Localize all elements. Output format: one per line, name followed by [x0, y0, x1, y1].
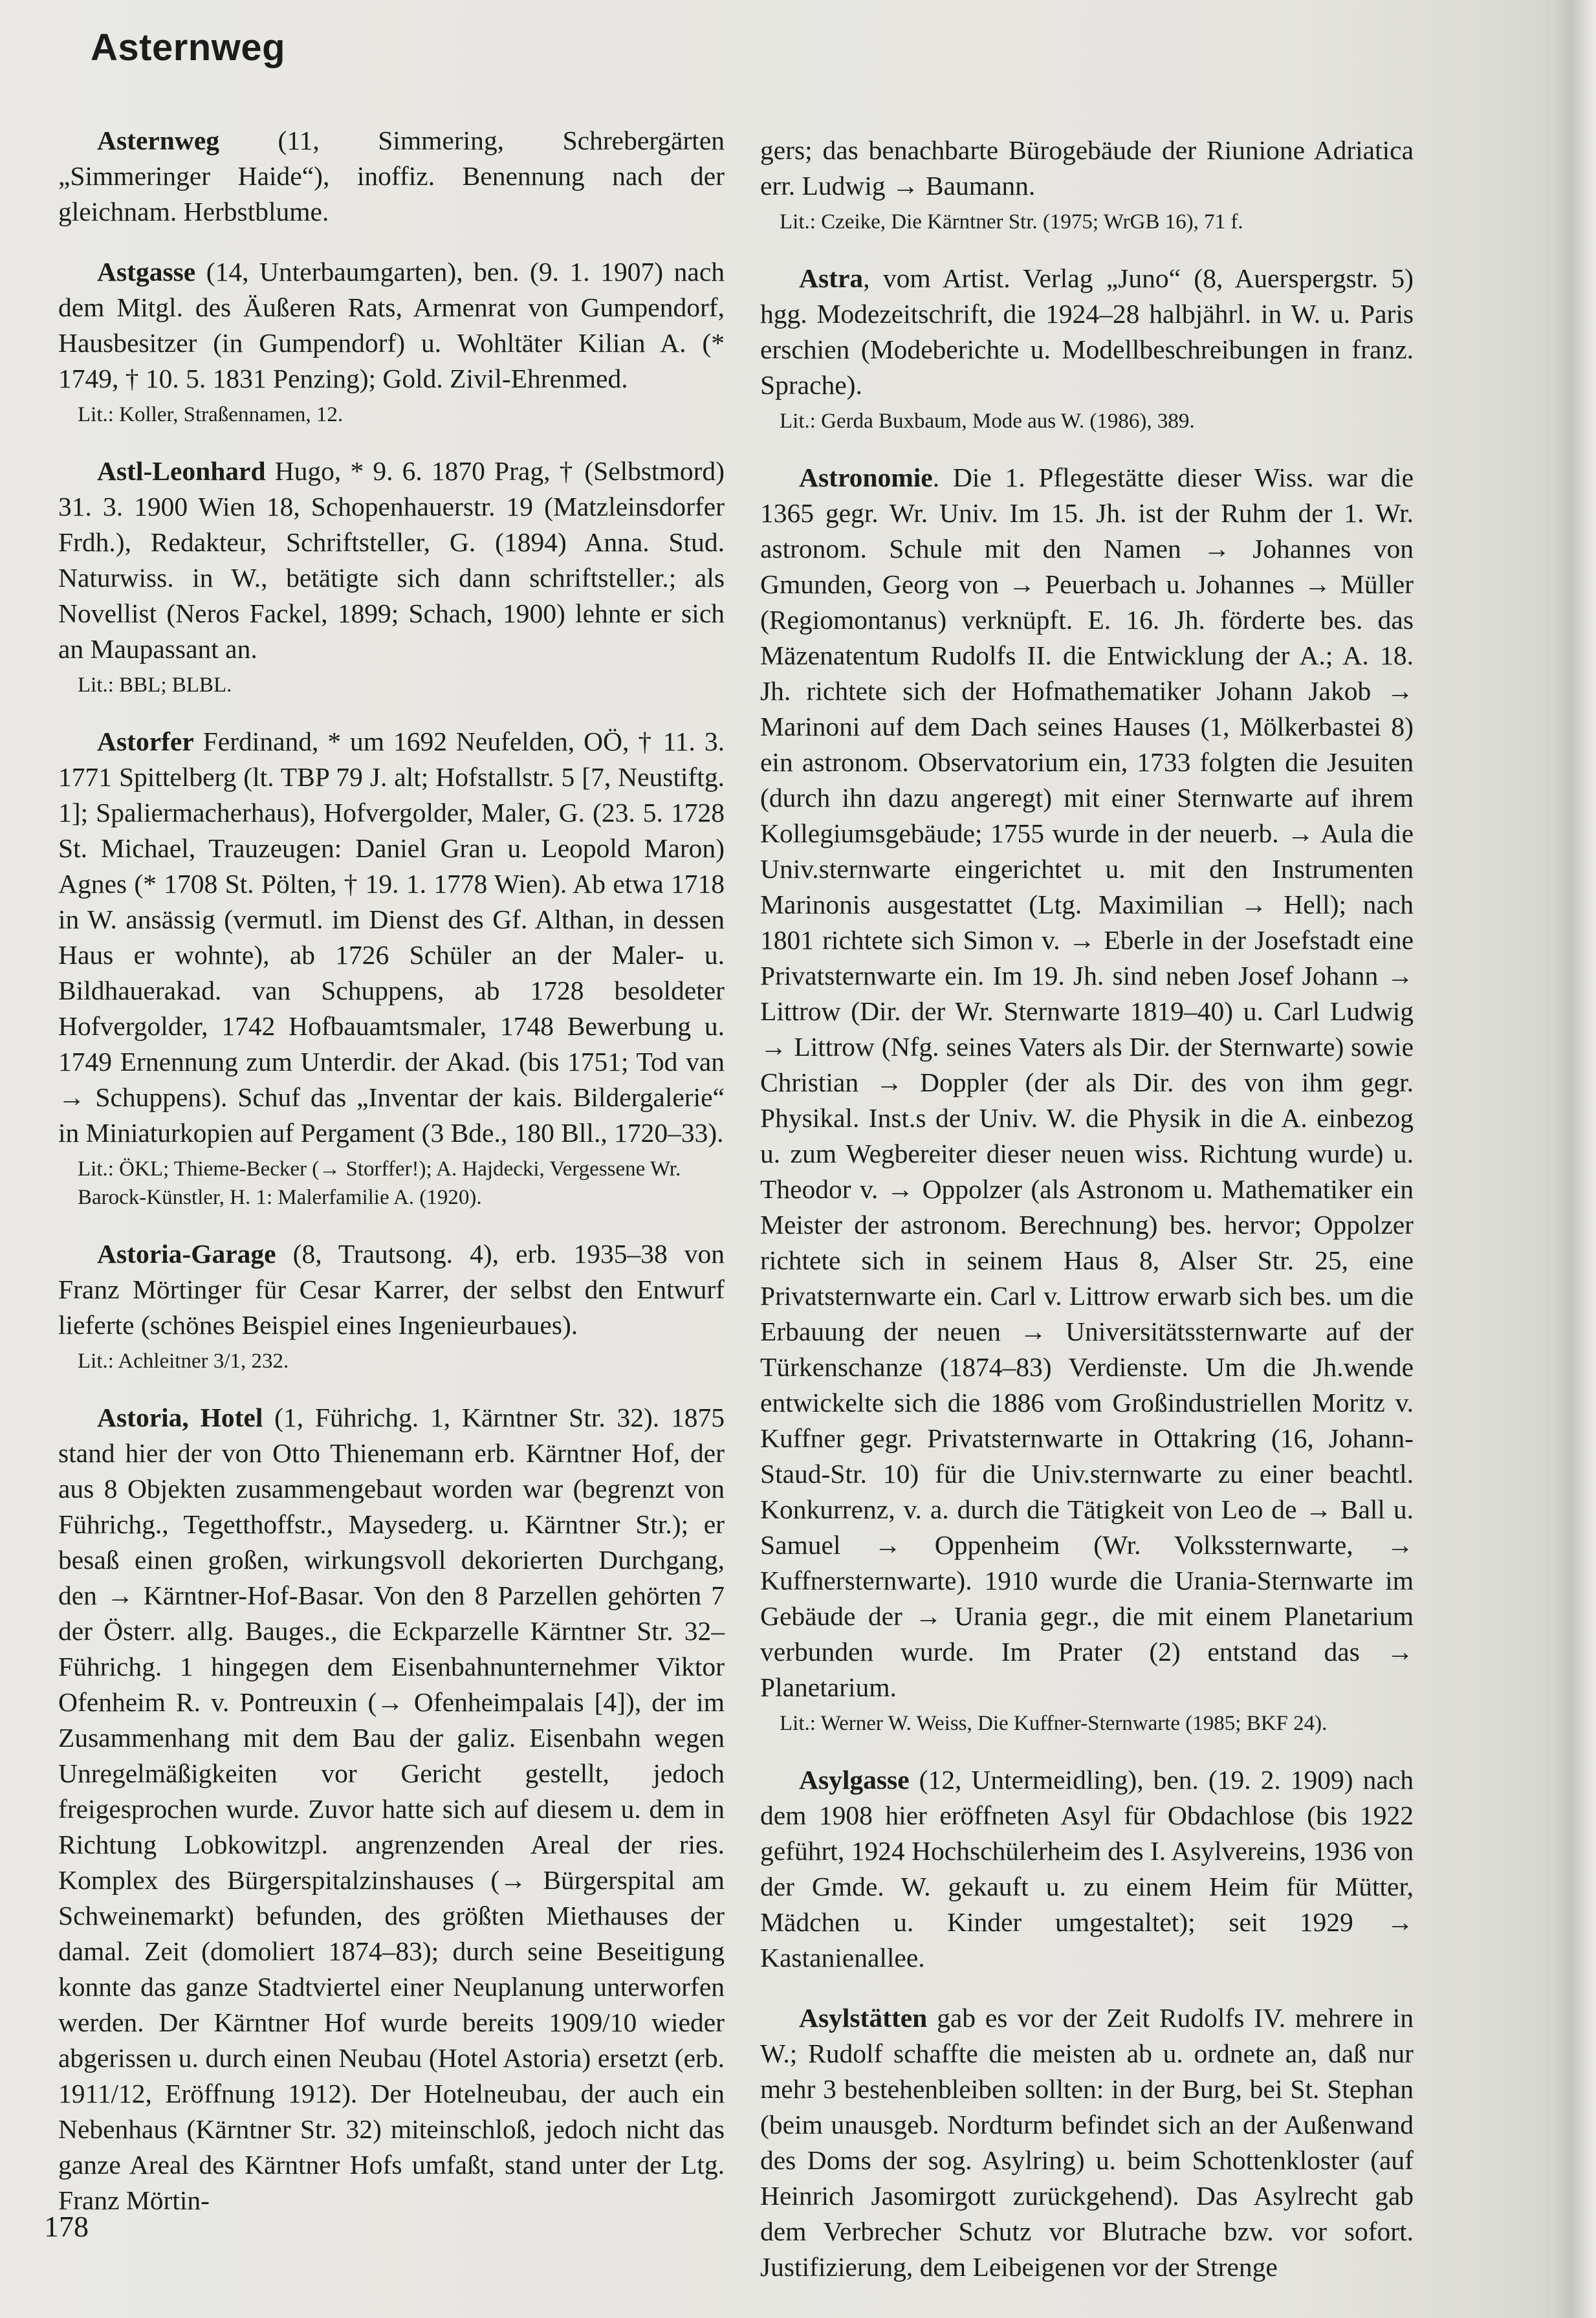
entry-astoria-garage — [58, 1236, 725, 1375]
entry-continuation — [760, 133, 1414, 236]
entry-astgasse — [58, 254, 725, 429]
literature-reference: Lit.: Werner W. Weiss, Die Kuffner-Sternwarte (1985; BKF 24). — [780, 1712, 1328, 1735]
running-head: Asternweg — [91, 27, 286, 69]
headword: Asylstätten — [799, 2003, 928, 2033]
headword: Asylgasse — [799, 1765, 910, 1795]
entry-asylgasse — [760, 1762, 1414, 1976]
headword: Astoria-Garage — [97, 1239, 276, 1269]
entry-text: , vom Artist. Verlag „Juno“ (8, Auerspergstr. 5) hgg. Modezeitschrift, die 1924–28 halbjährl. in W. u. Paris erschien (Modeberichte u. Modellbeschreibungen in franz. Sprache). — [760, 263, 1414, 400]
literature-reference: Lit.: Achleitner 3/1, 232. — [78, 1350, 289, 1373]
entry-astl-leonhard — [58, 454, 725, 699]
entry-asylstaetten — [760, 2000, 1414, 2285]
entry-asternweg — [58, 123, 725, 230]
entry-text: Hugo, * 9. 6. 1870 Prag, † (Selbstmord) 31. 3. 1900 Wien 18, Schopenhauerstr. 19 (Matzleinsdorfer Frdh.), Redakteur, Schriftsteller, G. (1894) Anna. Stud. Naturwiss. in W., betätigte sich dann schriftsteller.; als Novellist (Neros Fackel, 1899; Schach, 1900) lehnte er sich an Maupassant an. — [58, 456, 725, 664]
page-edge-shadow — [1551, 0, 1596, 2318]
headword: Astorfer — [97, 727, 194, 756]
entry-text: (8, Trautsong. 4), erb. 1935–38 von Franz Mörtinger für Cesar Karrer, der selbst den Entwurf lieferte (schönes Beispiel eines Ingenieurbaues). — [58, 1239, 725, 1340]
headword: Astoria, Hotel — [97, 1403, 263, 1432]
entry-text: gers; das benachbarte Bürogebäude der Riunione Adriatica err. Ludwig → Baumann. — [760, 135, 1414, 201]
headword: Astra — [799, 263, 864, 293]
headword: Astronomie — [799, 463, 933, 492]
entry-text: (11, Simmering, Schrebergärten „Simmeringer Haide“), inoffiz. Benennung nach der gleichnam. Herbstblume. — [58, 126, 725, 226]
entry-astra — [760, 261, 1414, 435]
headword: Asternweg — [97, 126, 219, 155]
entry-text: (12, Untermeidling), ben. (19. 2. 1909) nach dem 1908 hier eröffneten Asyl für Obdachlose (bis 1922 geführt, 1924 Hochschülerheim des I. Asylvereins, 1936 von der Gmde. W. gekauft u. zu einem Heim für Mütter, Mädchen u. Kinder umgestaltet); seit 1929 → Kastanienallee. — [760, 1765, 1414, 1973]
entry-text: gab es vor der Zeit Rudolfs IV. mehrere in W.; Rudolf schaffte die meisten ab u. ordnete an, daß nur mehr 3 bestehenbleiben sollten: in der Burg, bei St. Stephan (beim unausgeb. Nordturm befindet sich an der Außenwand des Doms der sog. Asylring) u. beim Schottenkloster (auf Heinrich Jasomirgott zurückgehend). Das Asylrecht gab dem Verbrecher Schutz vor Blutrache bzw. vor sofort. Justifizierung, dem Leibeigenen vor der Strenge — [760, 2003, 1414, 2282]
literature-reference: Lit.: BBL; BLBL. — [78, 673, 232, 697]
page-number: 178 — [44, 2210, 89, 2243]
entry-astoria-hotel — [58, 1400, 725, 2218]
entry-text: Ferdinand, * um 1692 Neufelden, OÖ, † 11. 3. 1771 Spittelberg (lt. TBP 79 J. alt; Hofstallstr. 5 [7, Neustiftg. 1]; Spaliermacherhaus), Hofvergolder, Maler, G. (23. 5. 1728 St. Michael, Trauzeugen: Daniel Gran u. Leopold Maron) Agnes (* 1708 St. Pölten, † 19. 1. 1778 Wien). Ab etwa 1718 in W. ansässig (vermutl. im Dienst des Gf. Althan, in dessen Haus er wohnte), ab 1726 Schüler an der Maler- u. Bildhauerakad. van Schuppens, ab 1728 besoldeter Hofvergolder, 1742 Hofbauamtsmaler, 1748 Bewerbung u. 1749 Ernennung zum Unterdir. der Akad. (bis 1751; Tod van → Schuppens). Schuf das „Inventar der kais. Bildergalerie“ in Miniaturkopien auf Pergament (3 Bde., 180 Bll., 1720–33). — [58, 727, 725, 1148]
entry-text: (1, Führichg. 1, Kärntner Str. 32). 1875 stand hier der von Otto Thienemann erb. Kärntner Hof, der aus 8 Objekten zusammengebaut worden war (begrenzt von Führichg., Tegetthoffstr., Maysederg. u. Kärntner Str.); er besaß einen großen, wirkungsvoll dekorierten Durchgang, den → Kärntner-Hof-Basar. Von den 8 Parzellen gehörten 7 der Österr. allg. Bauges., die Eckparzelle Kärntner Str. 32–Führichg. 1 hingegen dem Eisenbahnunternehmer Viktor Ofenheim R. v. Pontreuxin (→ Ofenheimpalais [4]), der im Zusammenhang mit dem Bau der galiz. Eisenbahn wegen Unregelmäßigkeiten vor Gericht gestellt, jedoch freigesprochen wurde. Zuvor hatte sich auf diesem u. dem in Richtung Lobkowitzpl. angrenzenden Areal der ries. Komplex des Bürgerspitalzinshauses (→ Bürgerspital am Schweinemarkt) befunden, des größten Miethauses der damal. Zeit (domoliert 1874–83); durch seine Beseitigung konnte das ganze Stadtviertel einer Neuplanung unterworfen werden. Der Kärntner Hof wurde bereits 1909/10 wieder abgerissen u. durch einen Neubau (Hotel Astoria) ersetzt (erb. 1911/12, Eröffnung 1912). Der Hotelneubau, der auch ein Nebenhaus (Kärntner Str. 32) miteinschloß, jedoch nicht das ganze Areal des Kärntner Hofs umfaßt, stand unter der Ltg. Franz Mörtin- — [58, 1403, 725, 2215]
right-column — [760, 133, 1414, 2310]
entry-astronomie — [760, 460, 1414, 1738]
headword: Astgasse — [97, 257, 196, 287]
left-column — [58, 123, 725, 2243]
literature-reference: Lit.: Koller, Straßennamen, 12. — [78, 403, 344, 426]
literature-reference: Lit.: ÖKL; Thieme-Becker (→ Storffer!); A. Hajdecki, Vergessene Wr. Barock-Künstler, H. 1: Malerfamilie A. (1920). — [78, 1157, 681, 1209]
entry-astorfer — [58, 724, 725, 1212]
literature-reference: Lit.: Czeike, Die Kärntner Str. (1975; WrGB 16), 71 f. — [780, 210, 1243, 234]
headword: Astl-Leonhard — [97, 456, 266, 486]
entry-text: (14, Unterbaumgarten), ben. (9. 1. 1907) nach dem Mitgl. des Äußeren Rats, Armenrat von Gumpendorf, Hausbesitzer (in Gumpendorf) u. Wohltäter Kilian A. (* 1749, † 10. 5. 1831 Penzing); Gold. Zivil-Ehrenmed. — [58, 257, 725, 393]
literature-reference: Lit.: Gerda Buxbaum, Mode aus W. (1986), 389. — [780, 410, 1195, 433]
entry-text: . Die 1. Pflegestätte dieser Wiss. war die 1365 gegr. Wr. Univ. Im 15. Jh. ist der Ruhm der 1. Wr. astronom. Schule mit den Namen → Johannes von Gmunden, Georg von → Peuerbach u. Johannes → Müller (Regiomontanus) verknüpft. E. 16. Jh. förderte bes. das Mäzenatentum Rudolfs II. die Entwicklung der A.; A. 18. Jh. richtete sich der Hofmathematiker Johann Jakob → Marinoni auf dem Dach seines Hauses (1, Mölkerbastei 8) ein astronom. Observatorium ein, 1733 folgten die Jesuiten (durch ihn dazu angeregt) mit einer Sternwarte auf ihrem Kollegiumsgebäude; 1755 wurde in der neuerb. → Aula die Univ.sternwarte eingerichtet u. mit den Instrumenten Marinonis ausgestattet (Ltg. Maximilian → Hell); nach 1801 richtete sich Simon v. → Eberle in der Josefstadt eine Privatsternwarte ein. Im 19. Jh. sind neben Josef Johann → Littrow (Dir. der Wr. Sternwarte 1819–40) u. Carl Ludwig → Littrow (Nfg. seines Vaters als Dir. der Sternwarte) sowie Christian → Doppler (der als Dir. des von ihm gegr. Physikal. Inst.s der Univ. W. die Physik in die A. einbezog u. zum Wegbereiter dieser neuen wiss. Richtung wurde) u. Theodor v. → Oppolzer (als Astronom u. Mathematiker ein Meister der astronom. Berechnung) bes. hervor; Oppolzer richtete sich in seinem Haus 8, Alser Str. 25, eine Privatsternwarte ein. Carl v. Littrow erwarb sich bes. um die Erbauung der neuen → Universitätssternwarte auf der Türkenschanze (1874–83) Verdienste. Um die Jh.wende entwickelte sich die 1886 vom Großindustriellen Moritz v. Kuffner gegr. Privatsternwarte in Ottakring (16, Johann-Staud-Str. 10) für die Univ.sternwarte zu einer beachtl. Konkurrenz, v. a. durch die Tätigkeit von Leo de → Ball u. Samuel → Oppenheim (Wr. Volkssternwarte, → Kuffnersternwarte). 1910 wurde die Urania-Sternwarte im Gebäude der → Urania gegr., die mit einem Planetarium verbunden wurde. Im Prater (2) entstand das → Planetarium. — [760, 463, 1414, 1702]
